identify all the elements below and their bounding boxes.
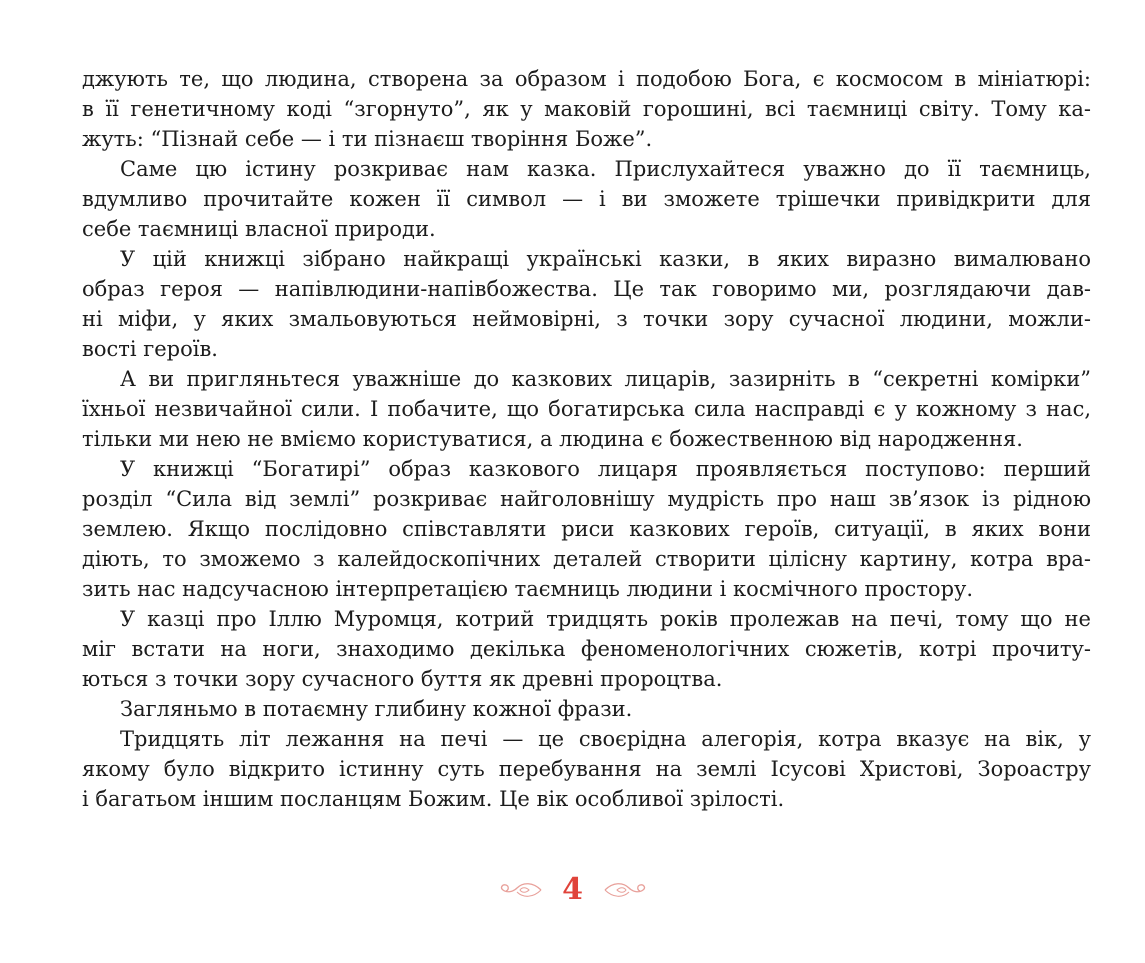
text-line: джують те, що людина, створена за образом і подобою Бога, є космосом в мініатюрі: [82,67,1091,91]
text-line: зить нас надсучасною інтерпретацією таємниць людини і космічного простору. [82,577,974,601]
text-line: ні міфи, у яких змальовуються неймовірні, з точки зору сучасної людини, можли- [82,307,1091,331]
text-line: Загляньмо в потаємну глибину кожної фрази. [120,697,633,721]
text-line: в її генетичному коді “згорнуто”, як у маковій горошині, всі таємниці світу. Тому ка- [82,97,1091,121]
text-line: ються з точки зору сучасного буття як древні пророцтва. [82,667,723,691]
text-line: У цій книжці зібрано найкращі українські казки, в яких виразно вималювано [120,247,1091,271]
text-line: Саме цю істину розкриває нам казка. Прислухайтеся уважно до її таємниць, [120,157,1091,181]
text-line: землею. Якщо послідовно співставляти риси казкових героїв, ситуації, в яких вони [82,517,1091,541]
text-line: діють, то зможемо з калейдоскопічних деталей створити цілісну картину, котра вра- [82,547,1091,571]
text-line: себе таємниці власної природи. [82,217,436,241]
body-text [82,64,1091,814]
page-number: 4 [562,872,583,907]
text-line: вості героїв. [82,337,218,361]
flourish-left-icon [499,880,543,900]
text-line: їхньої незвичайної сили. І побачите, що богатирська сила насправді є у кожному з нас, [82,397,1091,421]
text-line: тільки ми нею не вміємо користуватися, а людина є божественною від народження. [82,427,1023,451]
text-line: образ героя — напівлюдини-напівбожества. Це так говоримо ми, розглядаючи дав- [82,277,1091,301]
text-line: вдумливо прочитайте кожен її символ — і ви зможете трішечки привідкрити для [82,187,1091,211]
flourish-right-icon [603,880,647,900]
text-line: якому було відкрито істинну суть перебування на землі Ісусові Христові, Зороастру [82,757,1091,781]
text-line: У казці про Іллю Муромця, котрий тридцять років пролежав на печі, тому що не [120,607,1091,631]
text-line: У книжці “Богатирі” образ казкового лицаря проявляється поступово: перший [120,457,1091,481]
text-line: розділ “Сила від землі” розкриває найголовнішу мудрість про наш зв’язок із рідною [82,487,1091,511]
page-footer [0,868,1145,912]
text-line: жуть: “Пізнай себе — і ти пізнаєш творіння Боже”. [82,127,653,151]
text-line: Тридцять літ лежання на печі — це своєрідна алегорія, котра вказує на вік, у [120,727,1091,751]
text-line: і багатьом іншим посланцям Божим. Це вік особливої зрілості. [82,787,785,811]
text-line: А ви пригляньтеся уважніше до казкових лицарів, зазирніть в “секретні комірки” [120,367,1091,391]
text-line: міг встати на ноги, знаходимо декілька феноменологічних сюжетів, котрі прочиту- [82,637,1091,661]
